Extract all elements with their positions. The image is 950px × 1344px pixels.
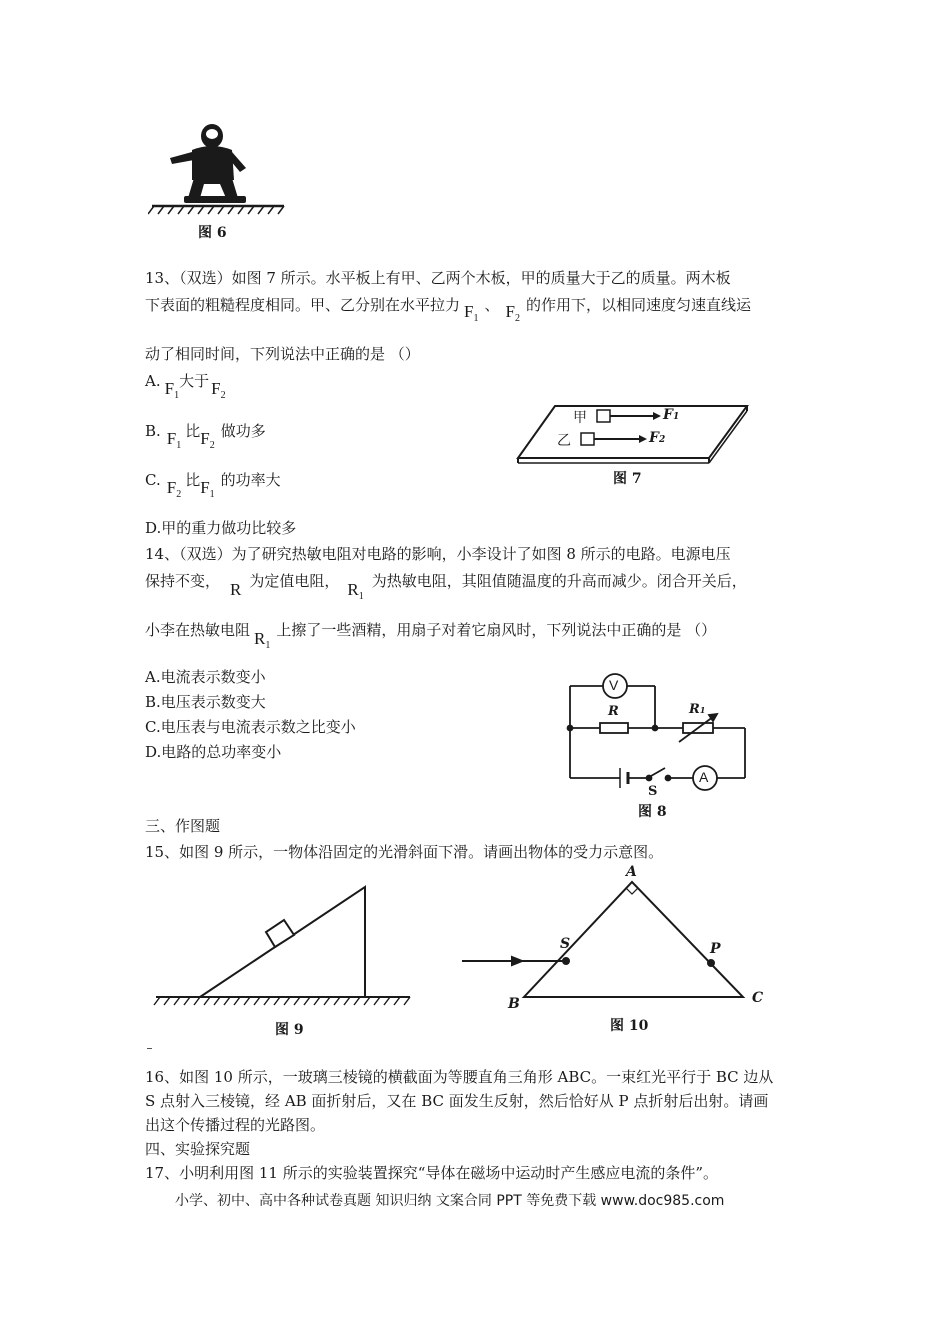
q14-option-c: C.电压表与电流表示数之比变小 [145, 718, 356, 736]
q13-option-d: D.甲的重力做功比较多 [145, 519, 297, 537]
q14-R1-symbol-2: $R_1$ [254, 629, 271, 651]
q13-option-b: B. $F_1$比$F_2$做功多 [145, 422, 266, 451]
q13-line2-part2: 的作用下，以相同速度匀速直线运 [525, 296, 751, 314]
q14-option-d: D.电路的总功率变小 [145, 743, 282, 761]
figure-6 [148, 118, 288, 248]
figure-7-board [515, 398, 755, 468]
figure-9 [152, 885, 412, 1038]
page-footer: 小学、初中、高中各种试卷真题 知识归纳 文案合同 PPT 等免费下载 www.doc985.com [175, 1193, 725, 1209]
fig10-C-label: C [752, 990, 764, 1006]
fig8-R-label: R [608, 704, 619, 719]
q16-line1: 16、如图 10 所示，一玻璃三棱镜的横截面为等腰直角三角形 ABC。一束红光平行于 BC 边从 [145, 1068, 774, 1086]
q13-F1-symbol: $F_1$ [464, 302, 479, 324]
q13-option-c: C. $F_2$比$F_1$的功率大 [145, 471, 281, 500]
scan-mark [147, 1048, 152, 1049]
circuit-diagram [565, 668, 750, 793]
section-4-heading: 四、实验探究题 [145, 1140, 251, 1158]
q13-sep: 、 [484, 296, 500, 314]
q13-line2 [145, 294, 751, 323]
fig8-R1-label: R1 [689, 702, 706, 717]
fig7-yi-label: 乙 [557, 433, 571, 449]
q13-c-F2: $F_2$ [166, 478, 182, 500]
fig7-jia-label: 甲 [573, 410, 587, 426]
q14-line1: 14、（双选）为了研究热敏电阻对电路的影响，小李设计了如图 8 所示的电路。电源电压 [145, 545, 731, 563]
q16-line2: S 点射入三棱镜，经 AB 面折射后，又在 BC 面发生反射，然后恰好从 P 点折射后出射。请画 [145, 1092, 769, 1110]
figure-7 [515, 398, 755, 493]
fig7-F1-label: F1 [663, 407, 680, 423]
figure-10 [460, 864, 775, 1036]
q16-line3: 出这个传播过程的光路图。 [145, 1116, 326, 1134]
q13-line2-part1: 下表面的粗糙程度相同。甲、乙分别在水平拉力 [145, 296, 461, 314]
figure-6-caption: 图 6 [198, 225, 227, 241]
q15-text: 15、如图 9 所示，一物体沿固定的光滑斜面下滑。请画出物体的受力示意图。 [145, 843, 664, 861]
q14-R-symbol: R [230, 580, 242, 599]
figure-7-caption: 图 7 [613, 471, 642, 487]
fig8-switch-label: S [648, 784, 658, 799]
q14-line3: 小李在热敏电阻 $R_1$上擦了一些酒精，用扇子对着它扇风时，下列说法中正确的是 （） [145, 621, 717, 651]
q13-line1: 13、（双选）如图 7 所示。水平板上有甲、乙两个木板，甲的质量大于乙的质量。两木板 [145, 269, 731, 287]
q13-a-F2: $F_2$ [211, 379, 226, 401]
q13-b-F1: $F_1$ [166, 429, 182, 451]
fig10-S-label: S [560, 936, 571, 952]
fig10-B-label: B [508, 996, 520, 1012]
ammeter-label: A [699, 769, 709, 785]
figure-8-caption: 图 8 [638, 804, 667, 820]
voltmeter-label: V [609, 677, 619, 693]
skier-figure-icon [148, 118, 288, 218]
figure-8 [565, 668, 750, 823]
q14-option-a: A.电流表示数变小 [145, 668, 266, 686]
q13-a-F1: $F_1$ [164, 379, 180, 401]
q13-b-F2: $F_2$ [200, 429, 215, 451]
q13-F2-symbol: $F_2$ [505, 302, 520, 324]
q13-line3: 动了相同时间，下列说法中正确的是 （） [145, 345, 420, 363]
q13-c-F1: $F_1$ [200, 478, 215, 500]
fig10-P-label: P [710, 941, 721, 957]
fig10-A-label: A [626, 864, 637, 880]
q14-line2: 保持不变， R 为定值电阻， $R_1$为热敏电阻，其阻值随温度的升高而减少。闭合开关后， [145, 572, 747, 602]
figure-10-caption: 图 10 [610, 1018, 649, 1034]
q14-option-b: B.电压表示数变大 [145, 693, 266, 711]
section-3-heading: 三、作图题 [145, 817, 221, 835]
figure-9-caption: 图 9 [275, 1022, 304, 1038]
q13-option-a: A. $F_1$大于 $F_2$ [145, 372, 226, 401]
incline-diagram [152, 885, 412, 1010]
q14-R1-symbol: $R_1$ [347, 580, 364, 602]
prism-diagram [460, 868, 775, 1013]
fig7-F2-label: F2 [649, 430, 666, 446]
q17-text: 17、小明利用图 11 所示的实验装置探究“导体在磁场中运动时产生感应电流的条件”。 [145, 1164, 719, 1182]
